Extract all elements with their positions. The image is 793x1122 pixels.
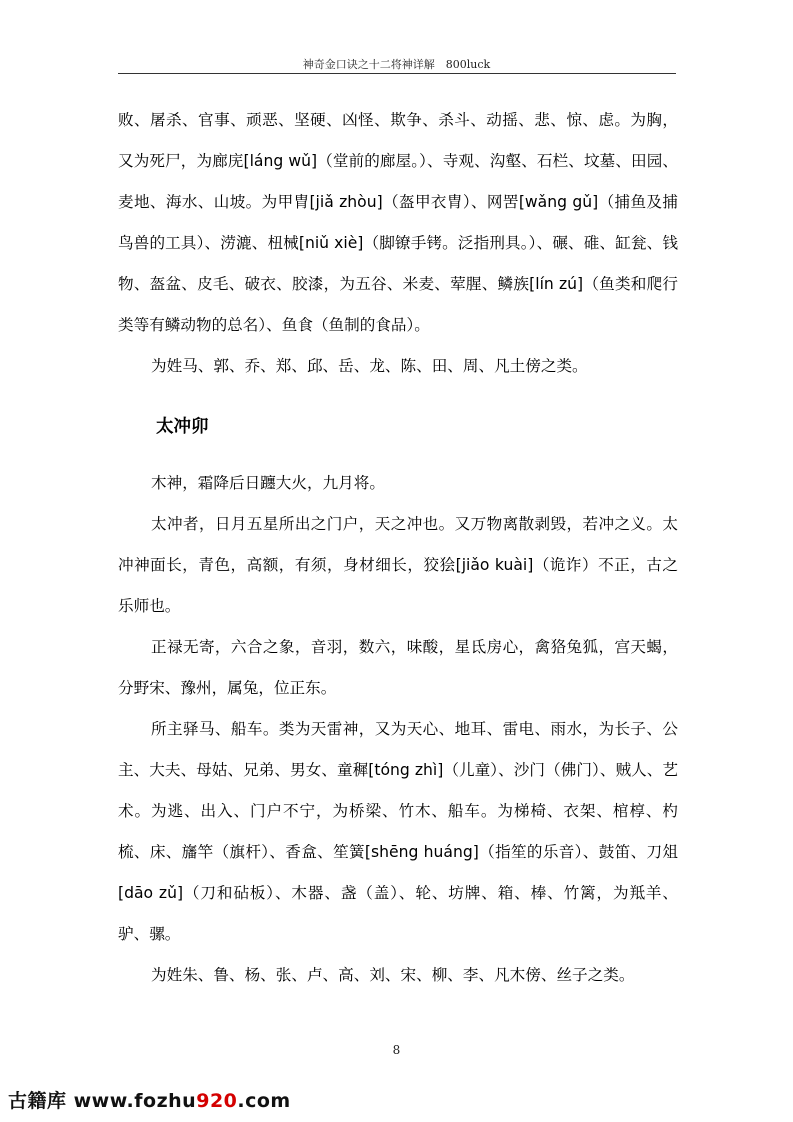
- running-header: 神奇金口诀之十二将神详解 800luck: [302, 58, 491, 71]
- watermark-suffix: .com: [237, 1090, 291, 1112]
- watermark-number: 920: [196, 1090, 238, 1112]
- section-heading: 太冲卯: [156, 417, 209, 437]
- paragraph-2: 太冲者，日月五星所出之门户，天之冲也。又万物离散剥毁，若冲之义。太冲神面长，青色，高额，有须，身材细长，狡狯[jiǎo kuài]（诡诈）不正，古之乐师也。: [118, 515, 678, 615]
- paragraph-surnames-1: 为姓马、郭、乔、郑、邱、岳、龙、陈、田、周、凡土傍之类。: [151, 357, 588, 375]
- watermark-prefix: 古籍库 www.fozhu: [8, 1090, 197, 1112]
- paragraph-continued: 败、屠杀、官事、顽恶、坚硬、凶怪、欺争、杀斗、动摇、悲、惊、虑。为胸，又为死尸，为廊庑[láng wǔ]（堂前的廊屋。）、寺观、沟壑、石栏、坟墓、田园、麦地、海水、山坡。为甲胄[jiǎ zhòu]（盔甲衣胄）、网罟[wǎng gǔ]（捕鱼及捕鸟兽的工具）、涝漉、杻械[niǔ xiè]（脚镣手铐。泛指刑具。）、碾、碓、缸瓮、钱物、盔盆、皮毛、破衣、胶漆，为五谷、米麦、荤腥、鳞族[lín zú]（鱼类和爬行类等有鳞动物的总名）、鱼食（鱼制的食品）。: [118, 111, 678, 334]
- header-rule: [118, 73, 676, 74]
- page-body: [118, 100, 678, 996]
- paragraph-1: 木神，霜降后日躔大火，九月将。: [151, 474, 385, 492]
- site-watermark: [8, 1086, 291, 1113]
- page-number: 8: [392, 1043, 401, 1057]
- paragraph-4: 所主驿马、船车。类为天雷神，又为天心、地耳、雷电、雨水，为长子、公主、大夫、母姑、兄弟、男女、童穉[tóng zhì]（儿童）、沙门（佛门）、贼人、艺术。为逃、出入、门户不宁，为桥梁、竹木、船车。为梯椅、衣架、棺椁、杓梳、床、旛竿（旗杆）、香盒、笙簧[shēng huáng]（指笙的乐音）、鼓笛、刀俎[dāo zǔ]（刀和砧板）、木器、盏（盖）、轮、坊牌、箱、棒、竹篱，为羝羊、驴、骡。: [118, 720, 678, 943]
- paragraph-surnames-2: 为姓朱、鲁、杨、张、卢、高、刘、宋、柳、李、凡木傍、丝子之类。: [151, 966, 635, 984]
- paragraph-3: 正禄无寄，六合之象，音羽，数六，味酸，星氐房心，禽狢兔狐，宫天蝎，分野宋、豫州，属兔，位正东。: [118, 638, 678, 697]
